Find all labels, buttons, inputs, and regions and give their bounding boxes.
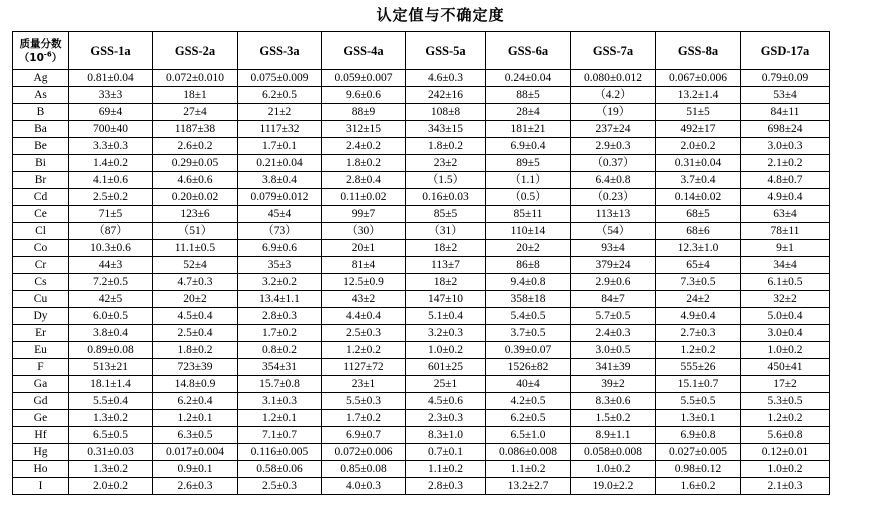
value-cell: 43±2 xyxy=(322,291,406,308)
value-cell: 18±1 xyxy=(153,87,238,104)
value-cell: 28±4 xyxy=(486,104,571,121)
value-cell: 343±15 xyxy=(406,121,486,138)
value-cell: 69±4 xyxy=(69,104,153,121)
table-row xyxy=(13,223,830,240)
value-cell: 6.9±0.6 xyxy=(238,240,322,257)
value-cell: 1.7±0.2 xyxy=(322,410,406,427)
value-cell: 18.1±1.4 xyxy=(69,376,153,393)
value-cell: 341±39 xyxy=(571,359,656,376)
value-cell: 1.2±0.2 xyxy=(741,410,830,427)
value-cell: 113±7 xyxy=(406,257,486,274)
table-row xyxy=(13,70,830,87)
value-cell: 555±26 xyxy=(656,359,741,376)
value-cell: 84±11 xyxy=(741,104,830,121)
value-cell: 1.3±0.2 xyxy=(69,461,153,478)
value-cell: 14.8±0.9 xyxy=(153,376,238,393)
value-cell: 312±15 xyxy=(322,121,406,138)
value-cell: 42±5 xyxy=(69,291,153,308)
value-cell: 3.3±0.3 xyxy=(69,138,153,155)
table-row xyxy=(13,155,830,172)
value-cell: 23±1 xyxy=(322,376,406,393)
value-cell: 19.0±2.2 xyxy=(571,478,656,495)
value-cell: （0.5） xyxy=(486,189,571,206)
value-cell: 20±1 xyxy=(322,240,406,257)
value-cell: 723±39 xyxy=(153,359,238,376)
value-cell: 2.1±0.3 xyxy=(741,478,830,495)
value-cell: 13.2±2.7 xyxy=(486,478,571,495)
value-cell: 4.4±0.4 xyxy=(322,308,406,325)
table-row xyxy=(13,461,830,478)
value-cell: 88±9 xyxy=(322,104,406,121)
value-cell: 237±24 xyxy=(571,121,656,138)
value-cell: 15.7±0.8 xyxy=(238,376,322,393)
column-header: GSS-2a xyxy=(153,32,238,70)
value-cell: 0.017±0.004 xyxy=(153,444,238,461)
value-cell: （31） xyxy=(406,223,486,240)
value-cell: 2.5±0.4 xyxy=(153,325,238,342)
value-cell: 3.8±0.4 xyxy=(69,325,153,342)
value-cell: 1.2±0.1 xyxy=(153,410,238,427)
value-cell: 1.1±0.2 xyxy=(406,461,486,478)
value-cell: 110±14 xyxy=(486,223,571,240)
value-cell: 601±25 xyxy=(406,359,486,376)
value-cell: 2.8±0.4 xyxy=(322,172,406,189)
value-cell: 5.1±0.4 xyxy=(406,308,486,325)
value-cell: 1.0±0.2 xyxy=(741,342,830,359)
value-cell: 6.9±0.4 xyxy=(486,138,571,155)
value-cell: 0.12±0.01 xyxy=(741,444,830,461)
element-cell: I xyxy=(13,478,69,495)
value-cell: 6.2±0.5 xyxy=(486,410,571,427)
value-cell: 0.14±0.02 xyxy=(656,189,741,206)
table-row xyxy=(13,376,830,393)
value-cell: 0.067±0.006 xyxy=(656,70,741,87)
value-cell: 13.2±1.4 xyxy=(656,87,741,104)
value-cell: 88±5 xyxy=(486,87,571,104)
value-cell: 3.8±0.4 xyxy=(238,172,322,189)
value-cell: 81±4 xyxy=(322,257,406,274)
value-cell: 0.072±0.010 xyxy=(153,70,238,87)
value-cell: 6.1±0.5 xyxy=(741,274,830,291)
element-cell: Ge xyxy=(13,410,69,427)
value-cell: 2.7±0.3 xyxy=(656,325,741,342)
value-cell: 1.3±0.1 xyxy=(656,410,741,427)
value-cell: 6.5±1.0 xyxy=(486,427,571,444)
value-cell: 0.39±0.07 xyxy=(486,342,571,359)
value-cell: 4.9±0.4 xyxy=(741,189,830,206)
value-cell: 5.4±0.5 xyxy=(486,308,571,325)
element-cell: Eu xyxy=(13,342,69,359)
value-cell: 68±5 xyxy=(656,206,741,223)
value-cell: （4.2） xyxy=(571,87,656,104)
table-row xyxy=(13,359,830,376)
value-cell: 3.1±0.3 xyxy=(238,393,322,410)
column-header: GSS-6a xyxy=(486,32,571,70)
element-cell: Ag xyxy=(13,70,69,87)
value-cell: 2.9±0.6 xyxy=(571,274,656,291)
value-cell: 1117±32 xyxy=(238,121,322,138)
table-row xyxy=(13,172,830,189)
value-cell: 0.079±0.012 xyxy=(238,189,322,206)
value-cell: 18±2 xyxy=(406,240,486,257)
value-cell: 52±4 xyxy=(153,257,238,274)
value-cell: 34±4 xyxy=(741,257,830,274)
element-cell: Br xyxy=(13,172,69,189)
value-cell: 6.2±0.5 xyxy=(238,87,322,104)
value-cell: （0.37） xyxy=(571,155,656,172)
value-cell: 379±24 xyxy=(571,257,656,274)
value-cell: 6.0±0.5 xyxy=(69,308,153,325)
value-cell: 1.6±0.2 xyxy=(656,478,741,495)
value-cell: 3.7±0.5 xyxy=(486,325,571,342)
element-cell: Gd xyxy=(13,393,69,410)
value-cell: 6.9±0.8 xyxy=(656,427,741,444)
value-cell: 20±2 xyxy=(153,291,238,308)
value-cell: 513±21 xyxy=(69,359,153,376)
value-cell: 2.4±0.2 xyxy=(322,138,406,155)
value-cell: 4.2±0.5 xyxy=(486,393,571,410)
value-cell: 1.2±0.2 xyxy=(322,342,406,359)
value-cell: 5.5±0.4 xyxy=(69,393,153,410)
table-row xyxy=(13,291,830,308)
element-cell: Cs xyxy=(13,274,69,291)
value-cell: 2.6±0.2 xyxy=(153,138,238,155)
value-cell: 4.6±0.6 xyxy=(153,172,238,189)
value-cell: 0.075±0.009 xyxy=(238,70,322,87)
value-cell: （0.23） xyxy=(571,189,656,206)
element-cell: Ho xyxy=(13,461,69,478)
value-cell: 51±5 xyxy=(656,104,741,121)
column-header: GSS-1a xyxy=(69,32,153,70)
value-cell: 3.0±0.4 xyxy=(741,325,830,342)
value-cell: 7.1±0.7 xyxy=(238,427,322,444)
value-cell: 2.8±0.3 xyxy=(238,308,322,325)
value-cell: 6.9±0.7 xyxy=(322,427,406,444)
value-cell: 0.98±0.12 xyxy=(656,461,741,478)
table-body xyxy=(13,70,830,495)
table-row xyxy=(13,325,830,342)
value-cell: （1.1） xyxy=(486,172,571,189)
value-cell: 6.4±0.8 xyxy=(571,172,656,189)
value-cell: 63±4 xyxy=(741,206,830,223)
column-header: GSS-8a xyxy=(656,32,741,70)
value-cell: 12.5±0.9 xyxy=(322,274,406,291)
value-cell: 0.79±0.09 xyxy=(741,70,830,87)
value-cell: 181±21 xyxy=(486,121,571,138)
table-row xyxy=(13,410,830,427)
unit-exponent: -6 xyxy=(43,50,52,58)
value-cell: 2.5±0.3 xyxy=(238,478,322,495)
value-cell: 39±2 xyxy=(571,376,656,393)
value-cell: 1.4±0.2 xyxy=(69,155,153,172)
column-header: GSS-5a xyxy=(406,32,486,70)
table-row xyxy=(13,257,830,274)
value-cell: 5.3±0.5 xyxy=(741,393,830,410)
value-cell: 2.9±0.3 xyxy=(571,138,656,155)
value-cell: 6.2±0.4 xyxy=(153,393,238,410)
value-cell: 10.3±0.6 xyxy=(69,240,153,257)
value-cell: 1.8±0.2 xyxy=(322,155,406,172)
value-cell: 9.6±0.6 xyxy=(322,87,406,104)
value-cell: 0.027±0.005 xyxy=(656,444,741,461)
value-cell: 4.5±0.4 xyxy=(153,308,238,325)
value-cell: 0.31±0.04 xyxy=(656,155,741,172)
value-cell: 1.2±0.2 xyxy=(656,342,741,359)
column-header: GSD-17a xyxy=(741,32,830,70)
mass-fraction-label: 质量分数 xyxy=(19,37,62,50)
value-cell: 3.7±0.4 xyxy=(656,172,741,189)
value-cell: 8.3±0.6 xyxy=(571,393,656,410)
value-cell: 2.6±0.3 xyxy=(153,478,238,495)
value-cell: 24±2 xyxy=(656,291,741,308)
element-cell: F xyxy=(13,359,69,376)
value-cell: （1.5） xyxy=(406,172,486,189)
value-cell: 4.8±0.7 xyxy=(741,172,830,189)
value-cell: 17±2 xyxy=(741,376,830,393)
unit-suffix: ） xyxy=(51,51,63,64)
element-cell: Be xyxy=(13,138,69,155)
value-cell: 0.58±0.06 xyxy=(238,461,322,478)
value-cell: 108±8 xyxy=(406,104,486,121)
value-cell: 7.3±0.5 xyxy=(656,274,741,291)
mass-fraction-header xyxy=(13,32,69,70)
value-cell: 4.0±0.3 xyxy=(322,478,406,495)
element-cell: Er xyxy=(13,325,69,342)
value-cell: 1.0±0.2 xyxy=(571,461,656,478)
value-cell: 23±2 xyxy=(406,155,486,172)
value-cell: 5.6±0.8 xyxy=(741,427,830,444)
header-row xyxy=(13,32,830,70)
value-cell: 5.5±0.5 xyxy=(656,393,741,410)
value-cell: 0.81±0.04 xyxy=(69,70,153,87)
table-row xyxy=(13,121,830,138)
value-cell: 0.24±0.04 xyxy=(486,70,571,87)
value-cell: 1187±38 xyxy=(153,121,238,138)
value-cell: 35±3 xyxy=(238,257,322,274)
table-row xyxy=(13,87,830,104)
value-cell: 0.20±0.02 xyxy=(153,189,238,206)
value-cell: 40±4 xyxy=(486,376,571,393)
value-cell: （87） xyxy=(69,223,153,240)
page-title: 认定值与不确定度 xyxy=(376,6,505,24)
value-cell: 0.7±0.1 xyxy=(406,444,486,461)
value-cell: 0.059±0.007 xyxy=(322,70,406,87)
value-cell: 18±2 xyxy=(406,274,486,291)
value-cell: 492±17 xyxy=(656,121,741,138)
element-cell: Ga xyxy=(13,376,69,393)
value-cell: 450±41 xyxy=(741,359,830,376)
value-cell: 1.1±0.2 xyxy=(486,461,571,478)
table-row xyxy=(13,342,830,359)
value-cell: 20±2 xyxy=(486,240,571,257)
element-cell: Cr xyxy=(13,257,69,274)
table-row xyxy=(13,189,830,206)
value-cell: 4.9±0.4 xyxy=(656,308,741,325)
element-cell: Bi xyxy=(13,155,69,172)
value-cell: 0.116±0.005 xyxy=(238,444,322,461)
value-cell: 3.2±0.3 xyxy=(406,325,486,342)
value-cell: 86±8 xyxy=(486,257,571,274)
value-cell: 2.8±0.3 xyxy=(406,478,486,495)
value-cell: 0.31±0.03 xyxy=(69,444,153,461)
value-cell: 6.3±0.5 xyxy=(153,427,238,444)
value-cell: 0.086±0.008 xyxy=(486,444,571,461)
value-cell: 0.29±0.05 xyxy=(153,155,238,172)
column-header: GSS-7a xyxy=(571,32,656,70)
element-cell: B xyxy=(13,104,69,121)
value-cell: 0.9±0.1 xyxy=(153,461,238,478)
value-cell: 147±10 xyxy=(406,291,486,308)
value-cell: 8.3±1.0 xyxy=(406,427,486,444)
table-row xyxy=(13,308,830,325)
value-cell: 700±40 xyxy=(69,121,153,138)
value-cell: （30） xyxy=(322,223,406,240)
value-cell: 1.8±0.2 xyxy=(406,138,486,155)
table-row xyxy=(13,104,830,121)
value-cell: 0.89±0.08 xyxy=(69,342,153,359)
value-cell: 1127±72 xyxy=(322,359,406,376)
element-cell: Ce xyxy=(13,206,69,223)
value-cell: 0.058±0.008 xyxy=(571,444,656,461)
value-cell: 358±18 xyxy=(486,291,571,308)
value-cell: 123±6 xyxy=(153,206,238,223)
value-cell: 12.3±1.0 xyxy=(656,240,741,257)
value-cell: 85±11 xyxy=(486,206,571,223)
value-cell: 99±7 xyxy=(322,206,406,223)
table-row xyxy=(13,444,830,461)
value-cell: 1.3±0.2 xyxy=(69,410,153,427)
value-cell: 3.0±0.5 xyxy=(571,342,656,359)
element-cell: Dy xyxy=(13,308,69,325)
value-cell: 5.5±0.3 xyxy=(322,393,406,410)
value-cell: 2.0±0.2 xyxy=(656,138,741,155)
value-cell: 71±5 xyxy=(69,206,153,223)
value-cell: 6.5±0.5 xyxy=(69,427,153,444)
value-cell: 0.11±0.02 xyxy=(322,189,406,206)
value-cell: 7.2±0.5 xyxy=(69,274,153,291)
value-cell: 1.8±0.2 xyxy=(153,342,238,359)
value-cell: 698±24 xyxy=(741,121,830,138)
column-header: GSS-3a xyxy=(238,32,322,70)
value-cell: 1.7±0.1 xyxy=(238,138,322,155)
element-cell: Co xyxy=(13,240,69,257)
value-cell: 33±3 xyxy=(69,87,153,104)
value-cell: 0.072±0.006 xyxy=(322,444,406,461)
column-header: GSS-4a xyxy=(322,32,406,70)
table-row xyxy=(13,138,830,155)
value-cell: 2.0±0.2 xyxy=(69,478,153,495)
value-cell: 4.5±0.6 xyxy=(406,393,486,410)
value-cell: 53±4 xyxy=(741,87,830,104)
value-cell: 65±4 xyxy=(656,257,741,274)
value-cell: 3.0±0.3 xyxy=(741,138,830,155)
value-cell: 21±2 xyxy=(238,104,322,121)
table-row xyxy=(13,274,830,291)
value-cell: 3.2±0.2 xyxy=(238,274,322,291)
value-cell: 4.6±0.3 xyxy=(406,70,486,87)
value-cell: 4.1±0.6 xyxy=(69,172,153,189)
value-cell: 27±4 xyxy=(153,104,238,121)
value-cell: 45±4 xyxy=(238,206,322,223)
value-cell: 11.1±0.5 xyxy=(153,240,238,257)
value-cell: 2.1±0.2 xyxy=(741,155,830,172)
value-cell: （54） xyxy=(571,223,656,240)
value-cell: 85±5 xyxy=(406,206,486,223)
value-cell: 84±7 xyxy=(571,291,656,308)
value-cell: 1.2±0.1 xyxy=(238,410,322,427)
value-cell: 89±5 xyxy=(486,155,571,172)
value-cell: 1526±82 xyxy=(486,359,571,376)
value-cell: 0.080±0.012 xyxy=(571,70,656,87)
value-cell: （51） xyxy=(153,223,238,240)
value-cell: 78±11 xyxy=(741,223,830,240)
table-row xyxy=(13,240,830,257)
value-cell: 113±13 xyxy=(571,206,656,223)
value-cell: 4.7±0.3 xyxy=(153,274,238,291)
value-cell: 93±4 xyxy=(571,240,656,257)
value-cell: 0.21±0.04 xyxy=(238,155,322,172)
unit-prefix: （10 xyxy=(18,51,44,64)
element-cell: Cl xyxy=(13,223,69,240)
value-cell: 0.8±0.2 xyxy=(238,342,322,359)
value-cell: 9.4±0.8 xyxy=(486,274,571,291)
element-cell: Ba xyxy=(13,121,69,138)
value-cell: 25±1 xyxy=(406,376,486,393)
table-row xyxy=(13,427,830,444)
value-cell: 5.0±0.4 xyxy=(741,308,830,325)
value-cell: 1.7±0.2 xyxy=(238,325,322,342)
value-cell: 68±6 xyxy=(656,223,741,240)
value-cell: 2.4±0.3 xyxy=(571,325,656,342)
value-cell: 5.7±0.5 xyxy=(571,308,656,325)
table-row xyxy=(13,206,830,223)
value-cell: 0.16±0.03 xyxy=(406,189,486,206)
value-cell: 1.0±0.2 xyxy=(741,461,830,478)
value-cell: 9±1 xyxy=(741,240,830,257)
value-cell: （73） xyxy=(238,223,322,240)
element-cell: Hg xyxy=(13,444,69,461)
certified-values-table xyxy=(12,31,830,495)
value-cell: 1.0±0.2 xyxy=(406,342,486,359)
element-cell: Cd xyxy=(13,189,69,206)
value-cell: 13.4±1.1 xyxy=(238,291,322,308)
value-cell: （19） xyxy=(571,104,656,121)
value-cell: 15.1±0.7 xyxy=(656,376,741,393)
element-cell: Cu xyxy=(13,291,69,308)
value-cell: 44±3 xyxy=(69,257,153,274)
value-cell: 32±2 xyxy=(741,291,830,308)
element-cell: Hf xyxy=(13,427,69,444)
value-cell: 242±16 xyxy=(406,87,486,104)
table-row xyxy=(13,393,830,410)
table-row xyxy=(13,478,830,495)
value-cell: 354±31 xyxy=(238,359,322,376)
value-cell: 2.5±0.3 xyxy=(322,325,406,342)
element-cell: As xyxy=(13,87,69,104)
value-cell: 2.5±0.2 xyxy=(69,189,153,206)
value-cell: 8.9±1.1 xyxy=(571,427,656,444)
value-cell: 2.3±0.3 xyxy=(406,410,486,427)
value-cell: 0.85±0.08 xyxy=(322,461,406,478)
value-cell: 1.5±0.2 xyxy=(571,410,656,427)
